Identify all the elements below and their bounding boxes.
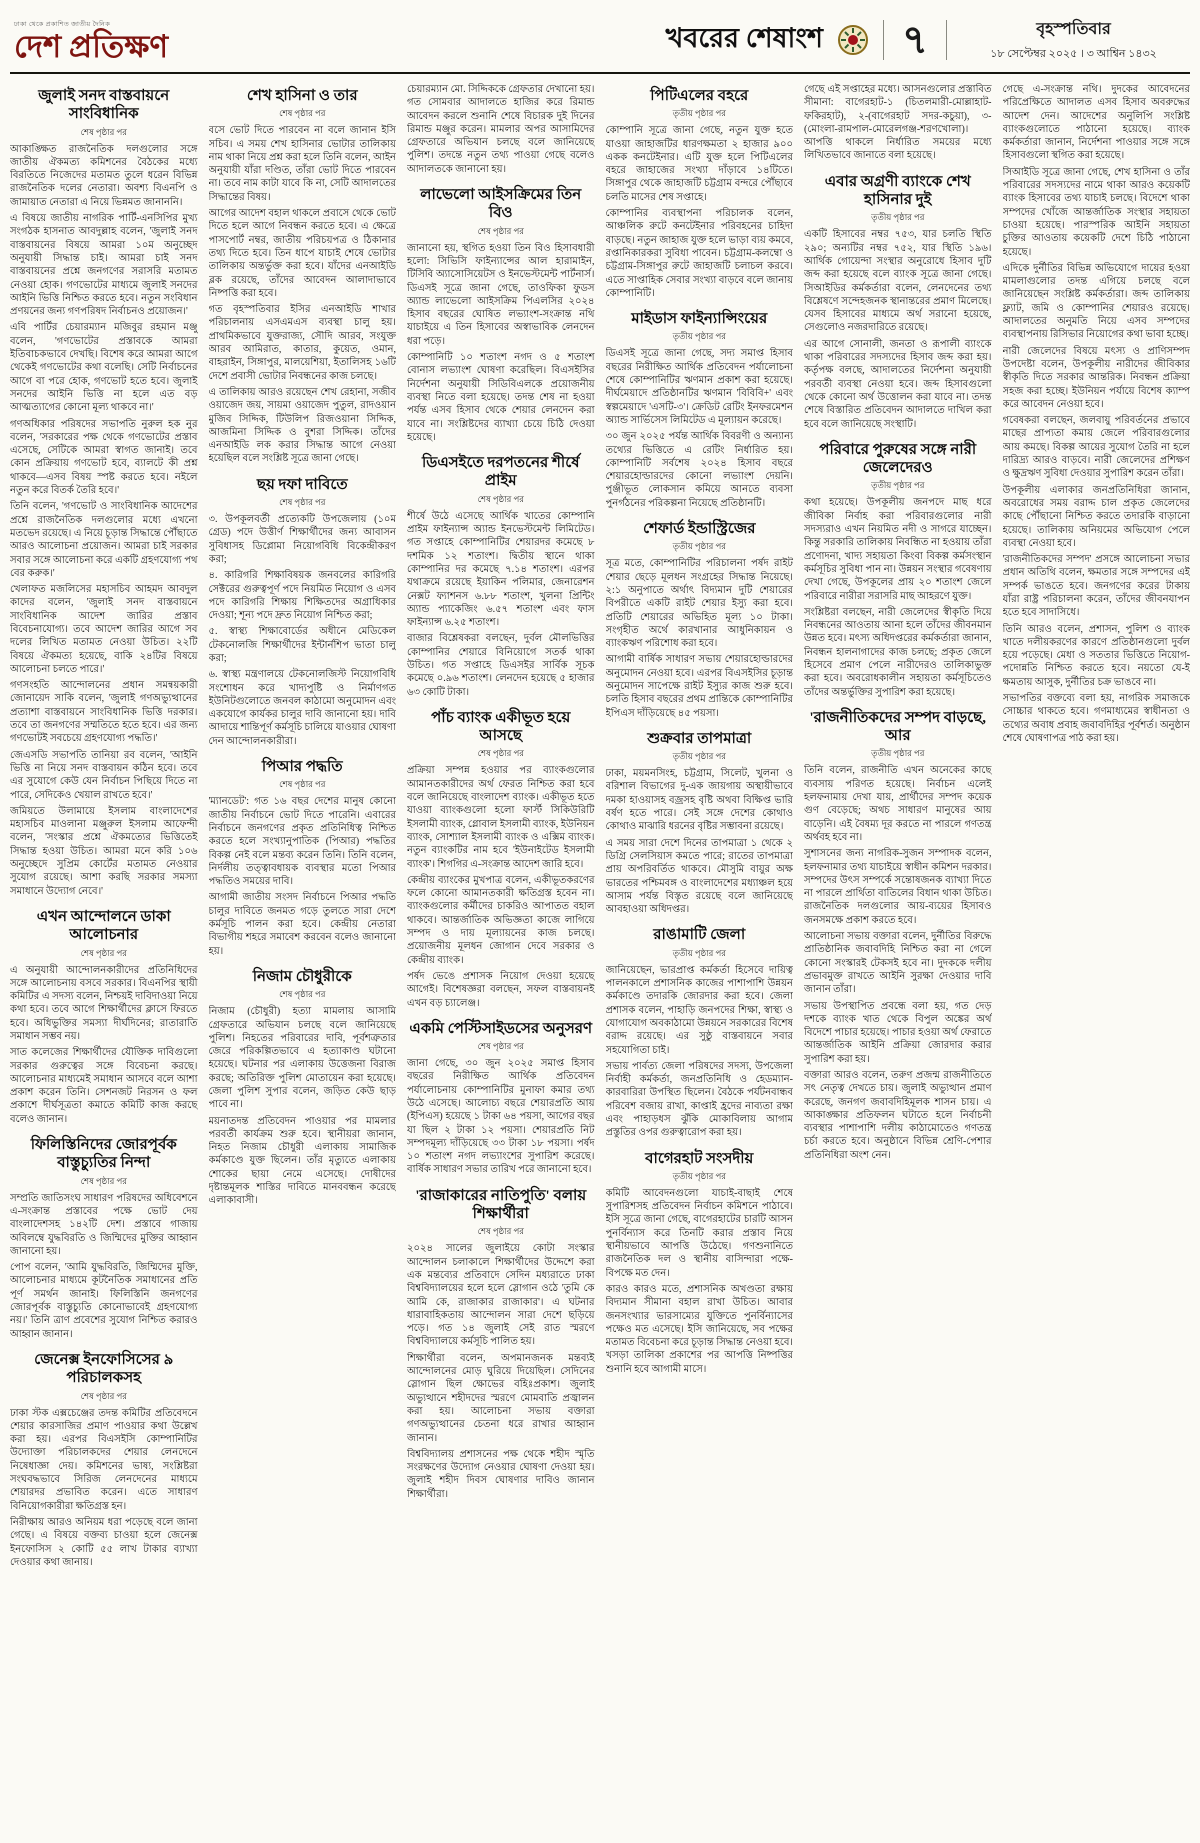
continued-from-label: শেষ পৃষ্ঠার পর [80, 126, 127, 137]
column-6 [1003, 83, 1191, 1830]
article-paragraph: এ অনুযায়ী আন্দোলনকারীদের প্রতিনিধিদের সঙ্গে আলোচনায় বসবে সরকার। বিএনপির স্থায়ী কমিটির এ সদস্য বলেন, নিশ্চয়ই দাবিদাওয়া নিয়ে কথা হবে। তবে আগে শিক্ষার্থীদের ক্লাসে ফিরতে হবে। অধিভুক্তির সমস্যা দীর্ঘদিনের; রাতারাতি সমাধান সম্ভব নয়। [10, 964, 198, 1042]
article-paragraph: গেছে এ-সংক্রান্ত নথি। দুদকের আবেদনের পরিপ্রেক্ষিতে আদালত এসব হিসাব অবরুদ্ধের আদেশ দেন। আদেশের অনুলিপি সংশ্লিষ্ট ব্যাংকগুলোতে পাঠানো হয়েছে। ব্যাংক কর্মকর্তারা জানান, নির্দেশনা পাওয়ার সঙ্গে সঙ্গে হিসাবগুলো স্থগিত করা হয়েছে। [1002, 84, 1190, 162]
continued-from-label: শেষ পৃষ্ঠার পর [80, 1175, 127, 1186]
article [407, 454, 595, 699]
masthead-tagline: ঢাকা থেকে প্রকাশিত জাতীয় দৈনিক [14, 21, 111, 29]
article-headline: পিটিএলের বহরে [650, 88, 749, 104]
article [10, 908, 198, 1126]
article-paragraph: পর্ষদ ভেঙে প্রশাসক নিয়োগ দেওয়া হয়েছে আগেই। বিশেষজ্ঞরা বলছেন, সফল বাস্তবায়নই এখন বড় চ্যালেঞ্জ। [407, 970, 595, 1009]
masthead [10, 16, 1190, 74]
article-headline: এখন আন্দোলনে ডাকা আলোচনার [36, 908, 171, 944]
date-block [961, 16, 1186, 64]
article-paragraph: তিনি আরও বলেন, প্রশাসন, পুলিশ ও ব্যাংক খাতে দলীয়করণের কারণে প্রতিষ্ঠানগুলো দুর্বল হয়ে পড়েছে। মেধা ও সততার ভিত্তিতে নিয়োগ-পদোন্নতি নিশ্চিত করতে হবে। নয়তো যে-ই ক্ষমতায় আসুক, দুর্নীতির চক্র ভাঙবে না। [1002, 623, 1190, 688]
article-paragraph: এ বিষয়ে জাতীয় নাগরিক পার্টি-এনসিপির মুখ্য সংগঠক হাসনাত আবদুল্লাহ বলেন, 'জুলাই সনদ বাস্তবায়নের বিষয়ে আমরা ১০ম অনুচ্ছেদ অনুযায়ী সিদ্ধান্ত চাই। আমরা চাই সনদ বাস্তবায়নের প্রশ্নে জনগণের সরাসরি মতামত নেওয়া হোক। গণভোটের মাধ্যমে জুলাই সনদের আইনি ভিত্তি নিশ্চিত করতে হবে। নতুন সংবিধান প্রণয়নের জন্য গণপরিষদ নির্বাচনও প্রয়োজন।' [10, 213, 198, 318]
column-1 [10, 83, 198, 1830]
article-paragraph: কেন্দ্রীয় ব্যাংকের মুখপাত্র বলেন, একীভূতকরণের ফলে কোনো আমানতকারী ক্ষতিগ্রস্ত হবেন না। ব্যাংকগুলোর কর্মীদের চাকরিও আপাতত বহাল থাকবে। আন্তর্জাতিক অভিজ্ঞতা কাজে লাগিয়ে সম্পদ ও দায় মূল্যায়নের কাজ চলছে। প্রয়োজনীয় মূলধন জোগান দেবে সরকার ও কেন্দ্রীয় ব্যাংক। [407, 874, 595, 966]
column-4 [606, 83, 794, 1830]
article [606, 1150, 794, 1376]
article [407, 1187, 595, 1501]
article-continuation [804, 83, 992, 163]
article-headline: নিজাম চৌধুরীকে [252, 968, 352, 985]
article-paragraph: গেছে এই সপ্তাহের মধ্যে। আসনগুলোর প্রস্তাবিত সীমানা: বাগেরহাট-১ (চিতলমারী-মোল্লাহাট-ফকিরহাট), ২-(বাগেরহাট সদর-কচুয়া), ৩-(মোংলা-রামপাল-মোরেলগঞ্জ-শরণখোলা)। আপত্তি থাকলে নির্ধারিত সময়ের মধ্যে লিখিতভাবে জানাতে বলা হয়েছে। [804, 84, 992, 162]
article-headline: ফিলিস্তিনিদের জোরপূর্বক বাস্তুচ্যুতির নিন্দা [30, 1137, 177, 1172]
paper-emblem-icon [837, 24, 869, 56]
article-headline: এবার অগ্রণী ব্যাংকে শেখ হাসিনার দুই [824, 173, 971, 209]
article-paragraph: ৬. স্বাস্থ্য মন্ত্রণালয়ে টেকনোলজিস্ট নিয়োগবিধি সংশোধন করে খাদ্যপুষ্টি ও নির্মাণগত ইউনিটগুলোতে জনবল কাঠামো অনুমোদন এবং একযোগে কার্যকর চালুর দাবি জানানো হয়। দাবি আদায়ে শান্তিপূর্ণ কর্মসূচি চালিয়ে যাওয়ার ঘোষণা দেন আন্দোলনকারীরা। [208, 669, 396, 747]
article-paragraph: সাত কলেজের শিক্ষার্থীদের যৌক্তিক দাবিগুলো সরকার গুরুত্বের সঙ্গে বিবেচনা করছে। আলোচনার মাধ্যমেই সমাধান আসবে বলে আশা প্রকাশ করেন তিনি। সেশনজট নিরসন ও ফল প্রকাশে দীর্ঘসূত্রতা কমাতে কমিটি কাজ করছে বলেও জানান। [10, 1047, 198, 1125]
continued-from-label: শেষ পৃষ্ঠার পর [80, 947, 127, 958]
article-paragraph: তিনি বলেন, 'গণভোট ও সাংবিধানিক আদেশের প্রশ্নে রাজনৈতিক দলগুলোর মধ্যে এখনো মতভেদ রয়েছে। এ নিয়ে চূড়ান্ত সিদ্ধান্তে পৌঁছাতে আরও আলোচনা প্রয়োজন। আমরা চাই সরকার সবার সঙ্গে আলোচনা করে একটি গ্রহণযোগ্য পথ বের করুক।' [10, 501, 198, 579]
article [10, 1351, 198, 1569]
continued-from-label: শেষ পৃষ্ঠার পর [279, 497, 326, 508]
paper-name-text: দেশ প্রতিক্ষণ [14, 29, 169, 65]
article-paragraph: এ সময় সারা দেশে দিনের তাপমাত্রা ১ থেকে ২ ডিগ্রি সেলসিয়াস কমতে পারে; রাতের তাপমাত্রা প্রায় অপরিবর্তিত থাকবে। মৌসুমি বায়ুর অক্ষ ভারতের পশ্চিমবঙ্গ ও বাংলাদেশের মধ্যাঞ্চল হয়ে আসাম পর্যন্ত বিস্তৃত রয়েছে বলে জানিয়েছে আবহাওয়া অধিদপ্তর। [605, 837, 793, 916]
article [10, 1136, 198, 1341]
article-continuation [1003, 83, 1191, 745]
article [606, 520, 794, 720]
continued-from-label: তৃতীয় পৃষ্ঠার পর [672, 947, 726, 958]
article-headline: 'রাজনীতিকদের সম্পদ বাড়ছে, আর [809, 709, 987, 745]
article-paragraph: বাজার বিশ্লেষকরা বলছেন, দুর্বল মৌলভিত্তির কোম্পানির শেয়ারে বিনিয়োগে সতর্ক থাকা উচিত। গত সপ্তাহে ডিএসইর সার্বিক সূচক কমেছে ০.৯৬ শতাংশ। লেনদেন হয়েছে ৫ হাজার ৬৩ কোটি টাকা। [407, 633, 595, 698]
article-continuation [407, 83, 595, 176]
article-paragraph: সূত্র মতে, কোম্পানিটির পরিচালনা পর্ষদ রাইট শেয়ার ছেড়ে মূলধন সংগ্রহের সিদ্ধান্ত নিয়েছে। ২:১ অনুপাতে অর্থাৎ বিদ্যমান দুটি শেয়ারের বিপরীতে একটি রাইট শেয়ার ইস্যু করা হবে। প্রতিটি শেয়ারের অভিহিত মূল্য ১০ টাকা। সংগৃহীত অর্থে কারখানার আধুনিকায়ন ও ব্যাংকঋণ পরিশোধ করা হবে। [605, 558, 793, 650]
article-paragraph: সভাপতির বক্তব্যে বলা হয়, নাগরিক সমাজকে সোচ্চার থাকতে হবে। গণমাধ্যমের স্বাধীনতা ও তথ্যের অবাধ প্রবাহ জবাবদিহির পূর্বশর্ত। অনুষ্ঠান শেষে ঘোষণাপত্র পাঠ করা হয়। [1002, 693, 1190, 744]
article-paragraph: কারও কারও মতে, প্রশাসনিক অখণ্ডতা রক্ষায় বিদ্যমান সীমানা বহাল রাখা উচিত। আবার জনসংখ্যার ভারসাম্যের যুক্তিতে পুনর্বিন্যাসের পক্ষেও মত এসেছে। ইসি জানিয়েছে, সব পক্ষের মতামত বিবেচনা করে চূড়ান্ত সিদ্ধান্ত নেওয়া হবে। খসড়া তালিকা প্রকাশের পর আপত্তি নিষ্পত্তির শুনানি হবে আগামী মাসে। [605, 1283, 793, 1375]
continued-from-label: শেষ পৃষ্ঠার পর [279, 779, 326, 790]
article-paragraph: জানিয়েছেন, ভারপ্রাপ্ত কর্মকর্তা হিসেবে দায়িত্ব পালনকালে প্রশাসনিক কাজের পাশাপাশি উন্নয়ন কর্মকাণ্ডে তদারকি জোরদার করা হবে। জেলা প্রশাসক বলেন, পাহাড়ি জনপদের শিক্ষা, স্বাস্থ্য ও যোগাযোগ অবকাঠামো উন্নয়নে সরকারের বিশেষ বরাদ্দ রয়েছে। এর সুষ্ঠু বাস্তবায়নে সবার সহযোগিতা চাই। [605, 964, 793, 1056]
article-paragraph: 'ম্যানডেট': গত ১৬ বছর দেশের মানুষ কোনো জাতীয় নির্বাচনে ভোট দিতে পারেনি। এবারের নির্বাচনে জনগণের প্রকৃত প্রতিনিধিত্ব নিশ্চিত করতে হলে সংখ্যানুপাতিক (পিআর) পদ্ধতির বিকল্প নেই বলে মন্তব্য করেন তিনি। তিনি বলেন, নির্দলীয় তত্ত্বাবধায়ক ব্যবস্থার মতো পিআর পদ্ধতিও সময়ের দাবি। [208, 796, 396, 888]
article [10, 87, 198, 898]
article-paragraph: জানানো হয়, স্থগিত হওয়া তিন বিও হিসাবধারী হলো: সিভিসি ফাইন্যান্সের আল হারামাইন, টিসিবি অ্যাসোসিয়েটস ও ইনভেস্টমেন্ট পার্টনার্স। ডিএসই সূত্রে জানা গেছে, তাওফিকা ফুডস অ্যান্ড লাভেলো আইসক্রিম পিএলসির ২০২৪ হিসাব বছরের ঘোষিত লভ্যাংশ-সংক্রান্ত নথি যাচাইয়ে এ তিন হিসাবের অস্বাভাবিক লেনদেন ধরা পড়ে। [407, 242, 595, 347]
article-paragraph: ৩. উপকূলবর্তী প্রত্যেকটি উপজেলায় (১০ম গ্রেড) পদে উত্তীর্ণ শিক্ষার্থীদের জন্য আবাসন সুবিধাসহ ডিপ্লোমা নিয়োগবিধি বিকেন্দ্রীকরণ করা; [208, 514, 396, 565]
article [407, 1020, 595, 1177]
article [209, 758, 397, 958]
article-headline: জেনেক্স ইনফোসিসের ৯ পরিচালকসহ [34, 1351, 174, 1387]
continued-from-label: শেষ পৃষ্ঠার পর [279, 989, 326, 1000]
continued-from-label: শেষ পৃষ্ঠার পর [477, 1226, 524, 1237]
article-paragraph: সংশ্লিষ্টরা বলছেন, নারী জেলেদের স্বীকৃতি দিয়ে নিবন্ধনের আওতায় আনা হলে তাঁদের জীবনমান উন্নত হবে। মৎস্য অধিদপ্তরের কর্মকর্তারা জানান, নিবন্ধন হালনাগাদের কাজ চলছে; প্রকৃত জেলে হিসেবে প্রমাণ পেলে নারীদেরও তালিকাভুক্ত করা হবে। অবরোধকালীন সহায়তা কর্মসূচিতেও তাঁদের অন্তর্ভুক্তির সুপারিশ করা হয়েছে। [804, 606, 992, 698]
article-paragraph: এবি পার্টির চেয়ারম্যান মজিবুর রহমান মঞ্জু বলেন, 'গণভোটের প্রস্তাবকে আমরা ইতিবাচকভাবে দেখছি। বিশেষ করে আমরা আগে থেকেই গণভোটের কথা বলেছি। সেটি নির্বাচনের আগে বা পরে হোক, গণভোট হতে হবে। জুলাই সনদের আইনি ভিত্তি না হলে এত বড় আত্মত্যাগের কোনো মূল্য থাকবে না।' [10, 322, 198, 414]
article-paragraph: সুশাসনের জন্য নাগরিক-সুজন সম্পাদক বলেন, হলফনামার তথ্য যাচাইয়ে স্বাধীন কমিশন দরকার। সম্পদের উৎস সম্পর্কে সন্তোষজনক ব্যাখ্যা দিতে না পারলে প্রার্থিতা বাতিলের বিধান থাকা উচিত। রাজনৈতিক দলগুলোর আয়-ব্যয়ের হিসাবও জনসমক্ষে প্রকাশ করতে হবে। [804, 848, 992, 926]
article-paragraph: সভায় পার্বত্য জেলা পরিষদের সদস্য, উপজেলা নির্বাহী কর্মকর্তা, জনপ্রতিনিধি ও হেডম্যান-কারবারিরা উপস্থিত ছিলেন। বৈঠকে পর্যটনবান্ধব পরিবেশ বজায় রাখা, কাপ্তাই হ্রদের নাব্যতা রক্ষা এবং পাহাড়ধস ঝুঁকি মোকাবিলায় আগাম প্রস্তুতির ওপর গুরুত্বারোপ করা হয়। [605, 1060, 793, 1139]
article-paragraph: ঢাকা স্টক এক্সচেঞ্জের তদন্ত কমিটির প্রতিবেদনে শেয়ার কারসাজির প্রমাণ পাওয়ার কথা উল্লেখ করা হয়। এরপর বিএসইসি কোম্পানিটির উদ্যোক্তা পরিচালকদের শেয়ার লেনদেনে নিষেধাজ্ঞা দেয়। কমিশনের ভাষ্য, সংশ্লিষ্টরা সংঘবদ্ধভাবে সিরিজ লেনদেনের মাধ্যমে শেয়ারদর প্রভাবিত করেন। এতে সাধারণ বিনিয়োগকারীরা ক্ষতিগ্রস্ত হন। [10, 1407, 198, 1512]
article-paragraph: এদিকে দুর্নীতির বিভিন্ন অভিযোগে দায়ের হওয়া মামলাগুলোর তদন্ত এগিয়ে চলছে বলে জানিয়েছেন সংশ্লিষ্ট কর্মকর্তারা। জব্দ তালিকায় ফ্ল্যাট, জমি ও কোম্পানির শেয়ারও রয়েছে। আদালতের অনুমতি নিয়ে এসব সম্পদের ব্যবস্থাপনায় রিসিভার নিয়োগের কথা ভাবা হচ্ছে। [1002, 262, 1190, 341]
article-paragraph: নিজাম (চৌধুরী) হত্যা মামলায় আসামি গ্রেফতারে অভিযান চলছে বলে জানিয়েছে পুলিশ। নিহতের পরিবারের দাবি, পূর্বশত্রুতার জেরে পরিকল্পিতভাবে এ হত্যাকাণ্ড ঘটানো হয়েছে। ঘটনার পর এলাকায় উত্তেজনা বিরাজ করছে; অতিরিক্ত পুলিশ মোতায়েন করা হয়েছে। জেলা পুলিশ সুপার বলেন, জড়িত কেউ ছাড় পাবে না। [208, 1006, 396, 1111]
article-paragraph: কথা হয়েছে। উপকূলীয় জনপদে মাছ ধরে জীবিকা নির্বাহ করা পরিবারগুলোর নারী সদস্যরাও এখন নিয়মিত নদী ও সাগরে যাচ্ছেন। কিন্তু সরকারি তালিকায় নিবন্ধিত না হওয়ায় তাঁরা প্রণোদনা, খাদ্য সহায়তা কিংবা বিকল্প কর্মসংস্থান কর্মসূচির সুবিধা পান না। উন্নয়ন সংস্থার গবেষণায় দেখা গেছে, উপকূলের প্রায় ২০ শতাংশ জেলে পরিবারে নারীরা সরাসরি মাছ আহরণে যুক্ত। [804, 497, 992, 602]
article-paragraph: ৫. স্বাস্থ্য শিক্ষাবোর্ডের অধীনে মেডিকেল টেকনোলজি শিক্ষার্থীদের ইন্টার্নশিপ ভাতা চালু করা; [208, 626, 396, 664]
article-headline: শেফার্ড ইন্ডাস্ট্রিজের [642, 521, 756, 538]
article-paragraph: শীর্ষে উঠে এসেছে আর্থিক খাতের কোম্পানি প্রাইম ফাইন্যান্স অ্যান্ড ইনভেস্টমেন্ট লিমিটেড। গত সপ্তাহে কোম্পানিটির শেয়ারদর কমেছে ৮ দশমিক ১২ শতাংশ। দ্বিতীয় স্থানে থাকা কোম্পানির দর কমেছে ৭.১৪ শতাংশ। এরপর যথাক্রমে রয়েছে ইয়াকিন পলিমার, জেনারেশন নেক্সট ফ্যাশনস ৬.৮৮ শতাংশ, খুলনা প্রিন্টিং অ্যান্ড প্যাকেজিং ৬.৫৭ শতাংশ এবং ফাস ফাইন্যান্স ৬.২৫ শতাংশ। [407, 510, 595, 629]
continued-from-label: তৃতীয় পৃষ্ঠার পর [871, 212, 925, 223]
article-paragraph: বসে ভোট দিতে পারবেন না বলে জানান ইসি সচিব। এ সময় শেখ হাসিনার ভোটার তালিকায় নাম থাকা নিয়ে প্রশ্ন করা হলে তিনি বলেন, আইন অনুযায়ী যাঁরা দণ্ডিত, তাঁরা ভোট দিতে পারবেন না। তবে নাম কাটা যাবে কি না, সেটি আদালতের সিদ্ধান্তের বিষয়। [208, 125, 396, 203]
page-number: ৭ [883, 20, 947, 60]
continued-from-label: শেষ পৃষ্ঠার পর [477, 1041, 524, 1052]
continued-from-label: শেষ পৃষ্ঠার পর [477, 748, 524, 759]
article [606, 926, 794, 1139]
continued-from-label: শেষ পৃষ্ঠার পর [477, 493, 524, 504]
article-headline: মাইডাস ফাইন্যান্সিংয়ের [631, 311, 768, 328]
article-paragraph: তিনি বলেন, রাজনীতি এখন অনেকের কাছে ব্যবসায় পরিণত হয়েছে। নির্বাচন এলেই হলফনামায় দেখা যায়, প্রার্থীদের সম্পদ কয়েক গুণ বেড়েছে; অথচ সাধারণ মানুষের আয় বাড়েনি। এই বৈষম্য দূর করতে না পারলে গণতন্ত্র অর্থবহ হবে না। [804, 765, 992, 843]
article-headline: রাঙামাটি জেলা [653, 927, 746, 944]
article-paragraph: একটি হিসাবের নম্বর ৭৫৩, যার চলতি স্থিতি ২৯০; অন্যটির নম্বর ৭৫২, যার স্থিতি ১৯৬। আর্থিক গোয়েন্দা সংস্থার অনুরোধে হিসাব দুটি জব্দ করা হয়েছে বলে ব্যাংক সূত্রে জানা গেছে। সিআইডির কর্মকর্তারা বলেন, লেনদেনের তথ্য বিশ্লেষণে সন্দেহজনক স্থানান্তরের প্রমাণ মিলেছে। যেসব হিসাবের মাধ্যমে অর্থ সরানো হয়েছে, সেগুলোও নজরদারিতে রয়েছে। [804, 229, 992, 334]
article-paragraph: গণঅধিকার পরিষদের সভাপতি নুরুল হক নুর বলেন, 'সরকারের পক্ষ থেকে গণভোটের প্রস্তাব এসেছে, সেটিকে আমরা স্বাগত জানাই। তবে কোন প্রক্রিয়ায় গণভোট হবে, ব্যালটে কী প্রশ্ন থাকবে—এসব বিষয় স্পষ্ট করতে হবে। নইলে নতুন করে বিতর্ক তৈরি হবে।' [10, 418, 198, 497]
article-headline: 'রাজাকারের নাতিপুতি' বলায় শিক্ষার্থীরা [415, 1187, 587, 1223]
article-paragraph: সভায় উপস্থাপিত প্রবন্ধে বলা হয়, গত দেড় দশকে ব্যাংক খাত থেকে বিপুল অঙ্কের অর্থ বিদেশে পাচার হয়েছে। পাচার হওয়া অর্থ ফেরাতে আন্তর্জাতিক আইনি প্রক্রিয়া জোরদার করার সুপারিশ করা হয়। [804, 1000, 992, 1065]
continued-from-label: তৃতীয় পৃষ্ঠার পর [672, 541, 726, 552]
continued-from-label: তৃতীয় পৃষ্ঠার পর [871, 748, 925, 759]
article [606, 730, 794, 917]
article-paragraph: কোম্পানি সূত্রে জানা গেছে, নতুন যুক্ত হতে যাওয়া জাহাজটির ধারণক্ষমতা ২ হাজার ৯০০ একক কনটেইনার। এটি যুক্ত হলে পিটিএলের বহরে জাহাজের সংখ্যা দাঁড়াবে ১৪টিতে। সিঙ্গাপুর থেকে জাহাজটি চট্টগ্রাম বন্দরে পৌঁছাবে চলতি মাসের শেষ সপ্তাহে। [605, 125, 793, 203]
article-headline: পাঁচ ব্যাংক একীভূত হয়ে আসছে [431, 709, 571, 745]
article-paragraph: এ তালিকায় আরও রয়েছেন শেখ রেহানা, সজীব ওয়াজেদ জয়, সায়মা ওয়াজেদ পুতুল, রাদওয়ান মুজিব সিদ্দিক, টিউলিপ রিজওয়ানা সিদ্দিক, আজমিনা সিদ্দিক ও বুশরা সিদ্দিক। তাঁদের এনআইডি লক করার সিদ্ধান্ত আগে নেওয়া হয়েছিল বলে সংশ্লিষ্ট সূত্রে জানা গেছে। [208, 386, 396, 465]
article-paragraph: ২০২৪ সালের জুলাইয়ে কোটা সংস্কার আন্দোলন চলাকালে শিক্ষার্থীদের উদ্দেশে করা এক মন্তব্যের প্রতিবাদে সেদিন মধ্যরাতে ঢাকা বিশ্ববিদ্যালয়ের হলে হলে স্লোগান ওঠে 'তুমি কে আমি কে, রাজাকার রাজাকার'। এ ঘটনার ধারাবাহিকতায় আন্দোলন সারা দেশে ছড়িয়ে পড়ে। গত ১৪ জুলাই সেই রাত স্মরণে বিশ্ববিদ্যালয়ে কর্মসূচি পালিত হয়। [407, 1243, 595, 1348]
article-paragraph: ৪. কারিগরি শিক্ষাবিষয়ক জনবলের কারিগরি সেক্টরের গুরুত্বপূর্ণ পদে নিয়মিত নিয়োগ ও এসব পদে কারিগরি শিক্ষায় শিক্ষিতদের অগ্রাধিকার দেওয়া; শূন্য পদে দ্রুত নিয়োগ নিশ্চিত করা; [208, 570, 396, 622]
article-paragraph: আগামী জাতীয় সংসদ নির্বাচনে পিআর পদ্ধতি চালুর দাবিতে জনমত গড়ে তুলতে সারা দেশে কর্মসূচি পালন করা হবে। কেন্দ্রীয় নেতারা বিভাগীয় শহরে সমাবেশ করবেন বলেও জানানো হয়। [208, 892, 396, 957]
article-paragraph: বক্তারা আরও বলেন, তরুণ প্রজন্ম রাজনীতিতে সৎ নেতৃত্ব দেখতে চায়। জুলাই অভ্যুত্থান প্রমাণ করেছে, জনগণ জবাবদিহিমূলক শাসন চায়। এ আকাঙ্ক্ষার প্রতিফলন ঘটাতে হলে নির্বাচনী ব্যবস্থার পাশাপাশি দলীয় কাঠামোতেও গণতন্ত্র চর্চা করতে হবে। অনুষ্ঠানে বিভিন্ন শ্রেণি-পেশার প্রতিনিধিরা অংশ নেন। [804, 1070, 992, 1161]
columns [10, 74, 1190, 1830]
article-headline: শুক্রবার তাপমাত্রা [647, 730, 752, 747]
article-paragraph: উপকূলীয় এলাকার জনপ্রতিনিধিরা জানান, অবরোধের সময় বরাদ্দ চাল প্রকৃত জেলেদের কাছে পৌঁছানো নিশ্চিত করতে তদারকি বাড়ানো হয়েছে। তালিকায় অনিয়মের অভিযোগ পেলে ব্যবস্থা নেওয়া হবে। [1002, 484, 1190, 549]
article-paragraph: জেএসডি সভাপতি তানিয়া রব বলেন, 'আইনি ভিত্তি না নিয়ে সনদ বাস্তবায়ন কঠিন হবে। তবে এর সুযোগে কেউ যেন নির্বাচন পিছিয়ে দিতে না পারে, সেদিকেও খেয়াল রাখতে হবে।' [10, 749, 198, 801]
continued-from-label: তৃতীয় পৃষ্ঠার পর [672, 108, 726, 119]
article-paragraph: আলোচনা সভায় বক্তারা বলেন, দুর্নীতির বিরুদ্ধে প্রাতিষ্ঠানিক জবাবদিহি নিশ্চিত করা না গেলে কোনো সংস্কারই টেকসই হবে না। দুদককে দলীয় প্রভাবমুক্ত রাখতে আইনি সুরক্ষা দেওয়ার দাবি জানান তাঁরা। [804, 931, 992, 996]
article [209, 87, 397, 466]
article-paragraph: আগামী বার্ষিক সাধারণ সভায় শেয়ারহোল্ডারদের অনুমোদন নেওয়া হবে। এরপর বিএসইসির চূড়ান্ত অনুমোদন সাপেক্ষে রাইট ইস্যুর কাজ শুরু হবে। চলতি হিসাব বছরের প্রথম প্রান্তিকে কোম্পানিটির ইপিএস দাঁড়িয়েছে ৪৫ পয়সা। [605, 654, 793, 719]
article-headline: ছয় দফা দাবিতে [256, 476, 348, 493]
continued-from-label: শেষ পৃষ্ঠার পর [279, 108, 326, 119]
continued-from-label: তৃতীয় পৃষ্ঠার পর [672, 331, 726, 342]
article-paragraph: শিক্ষার্থীরা বলেন, অপমানজনক মন্তব্যই আন্দোলনের মোড় ঘুরিয়ে দিয়েছিল। সেদিনের স্লোগান ছিল ক্ষোভের বহিঃপ্রকাশ। জুলাই অভ্যুত্থানে শহীদদের স্মরণে মোমবাতি প্রজ্বালন করা হয়। আলোচনা সভায় বক্তারা গণঅভ্যুত্থানের চেতনা ধরে রাখার আহ্বান জানান। [407, 1352, 595, 1444]
article-headline: লাভেলো আইসক্রিমের তিন বিও [420, 187, 582, 222]
date-line: ১৮ সেপ্টেম্বর ২০২৫ । ৩ আশ্বিন ১৪৩২ [990, 48, 1157, 60]
article-headline: শেখ হাসিনা ও তার [246, 88, 358, 104]
article-paragraph: কোম্পানিটি ১০ শতাংশ নগদ ও ৫ শতাংশ বোনাস লভ্যাংশ ঘোষণা করেছিল। বিএসইসির নির্দেশনা অনুযায়ী সিডিবিএলকে প্রয়োজনীয় ব্যবস্থা নিতে বলা হয়েছে। তদন্ত শেষ না হওয়া পর্যন্ত এসব হিসাব থেকে শেয়ার লেনদেন করা যাবে না। সংশ্লিষ্টদের ব্যাখ্যা চেয়ে চিঠি দেওয়া হয়েছে। [407, 352, 595, 443]
continued-from-label: তৃতীয় পৃষ্ঠার পর [672, 751, 726, 762]
article-paragraph: কোম্পানির ব্যবস্থাপনা পরিচালক বলেন, আঞ্চলিক রুটে কনটেইনার পরিবহনের চাহিদা বাড়ছে। নতুন জাহাজ যুক্ত হলে ভাড়া ব্যয় কমবে, রপ্তানিকারকরা সুবিধা পাবেন। চট্টগ্রাম-কলম্বো ও চট্টগ্রাম-সিঙ্গাপুর রুটে জাহাজটি চলাচল করবে। এতে সাপ্তাহিক সেবার সংখ্যা বাড়বে বলে জানায় কোম্পানিটি। [605, 208, 793, 299]
article-paragraph: প্রক্রিয়া সম্পন্ন হওয়ার পর ব্যাংকগুলোর আমানতকারীদের অর্থ ফেরত নিশ্চিত করা হবে বলে জানিয়েছে বাংলাদেশ ব্যাংক। একীভূত হতে যাওয়া ব্যাংকগুলো হলো ফার্স্ট সিকিউরিটি ইসলামী ব্যাংক, গ্লোবাল ইসলামী ব্যাংক, ইউনিয়ন ব্যাংক, সোশ্যাল ইসলামী ব্যাংক ও এক্সিম ব্যাংক। নতুন ব্যাংকটির নাম হবে 'ইউনাইটেড ইসলামী ব্যাংক'। শিগগির এ-সংক্রান্ত আদেশ জারি হবে। [407, 765, 595, 870]
article-paragraph: সম্প্রতি জাতিসংঘ সাধারণ পরিষদের অধিবেশনে এ-সংক্রান্ত প্রস্তাবের পক্ষে ভোট দেয় বাংলাদেশসহ ১৪২টি দেশ। প্রস্তাবে গাজায় অবিলম্বে যুদ্ধবিরতি ও জিম্মিদের মুক্তির আহ্বান জানানো হয়। [10, 1192, 198, 1257]
article-paragraph: জমিয়তে উলামায়ে ইসলাম বাংলাদেশের মহাসচিব মাওলানা মঞ্জুরুল ইসলাম আফেন্দী বলেন, 'সংস্কার প্রশ্নে ঐকমত্যের ভিত্তিতেই সিদ্ধান্ত হওয়া উচিত। আমরা মনে করি ১০৬ অনুচ্ছেদে সুপ্রিম কোর্টের মতামত নেওয়ার সুযোগ রয়েছে। আশা করছি সরকার সমস্যা সমাধানে উদ্যোগ নেবে।' [10, 805, 198, 897]
continued-from-label: শেষ পৃষ্ঠার পর [477, 225, 524, 236]
section-title: খবরের শেষাংশ [665, 22, 823, 53]
article-paragraph: আকাঙ্ক্ষিত রাজনৈতিক দলগুলোর সঙ্গে জাতীয় ঐকমত্য কমিশনের বৈঠকের মধ্যে বিরতিতে নিজেদের মতামত তুলে ধরেন বিভিন্ন রাজনৈতিক দলের নেতারা। অবশ্য বিএনপি ও জামায়াত নেতারা এ নিয়ে ভিন্নমত জানাননি। [10, 143, 198, 208]
article-paragraph: কমিটি আবেদনগুলো যাচাই-বাছাই শেষে সুপারিশসহ প্রতিবেদন নির্বাচন কমিশনে পাঠাবে। ইসি সূত্রে জানা গেছে, বাগেরহাটের চারটি আসন পুনর্বিন্যাস করে তিনটি করার প্রস্তাব নিয়ে স্থানীয়ভাবে আপত্তি উঠেছে। গণশুনানিতে রাজনৈতিক দল ও স্থানীয় বাসিন্দারা পক্ষে-বিপক্ষে মত দেন। [605, 1187, 793, 1279]
continued-from-label: শেষ পৃষ্ঠার পর [80, 1390, 127, 1401]
article-headline: ডিএসইতে দরপতনের শীর্ষে প্রাইম [422, 455, 580, 490]
article-headline: পিআর পদ্ধতি [261, 759, 343, 776]
article-paragraph: ঢাকা, ময়মনসিংহ, চট্টগ্রাম, সিলেট, খুলনা ও বরিশাল বিভাগের দু-এক জায়গায় অস্থায়ীভাবে দমকা হাওয়াসহ বজ্রসহ বৃষ্টি অথবা বিক্ষিপ্ত ভারি বর্ষণ হতে পারে। সেই সঙ্গে দেশের কোথাও কোথাও মাঝারি ধরনের বৃষ্টির সম্ভাবনা রয়েছে। [605, 768, 793, 833]
article [407, 186, 595, 444]
article-paragraph: নারী জেলেদের বিষয়ে মৎস্য ও প্রাণিসম্পদ উপদেষ্টা বলেন, উপকূলীয় নারীদের জীবিকার স্বীকৃতি দিতে সরকার আন্তরিক। নিবন্ধন প্রক্রিয়া সহজ করা হচ্ছে। ইউনিয়ন পর্যায়ে বিশেষ ক্যাম্প করে আবেদন নেওয়া হবে। [1002, 345, 1190, 410]
article-paragraph: ময়নাতদন্ত প্রতিবেদন পাওয়ার পর মামলার পরবর্তী কার্যক্রম শুরু হবে। স্থানীয়রা জানান, নিহত নিজাম চৌধুরী এলাকায় সামাজিক কর্মকাণ্ডে যুক্ত ছিলেন। তাঁর মৃত্যুতে এলাকায় শোকের ছায়া নেমে এসেছে। দোষীদের দৃষ্টান্তমূলক শাস্তির দাবিতে মানববন্ধন করেছে এলাকাবাসী। [208, 1115, 396, 1207]
article-paragraph: গবেষকরা বলছেন, জলবায়ু পরিবর্তনের প্রভাবে মাছের প্রাপ্যতা কমায় জেলে পরিবারগুলোর আয় কমছে। বিকল্প আয়ের সুযোগ তৈরি না হলে দারিদ্র্য আরও বাড়বে। নারী জেলেদের প্রশিক্ষণ ও ক্ষুদ্রঋণ সুবিধা দেওয়ার সুপারিশ করেন তাঁরা। [1002, 415, 1190, 480]
article-headline: বাগেরহাট সংসদীয় [645, 1150, 754, 1167]
article [209, 476, 397, 748]
article-paragraph: ডিএসই সূত্রে জানা গেছে, সদ্য সমাপ্ত হিসাব বছরের নিরীক্ষিত আর্থিক প্রতিবেদন পর্যালোচনা শেষে কোম্পানিটির ঋণমান প্রকাশ করা হয়েছে। দীর্ঘমেয়াদে প্রতিষ্ঠানটির ঋণমান 'বিবিবি+' এবং স্বল্পমেয়াদে 'এসটি-৩'। ক্রেডিট রেটিং ইনফরমেশন অ্যান্ড সার্ভিসেস লিমিটেড এ মূল্যায়ন করেছে। [605, 348, 793, 426]
article-headline: একমি পেস্টিসাইডসের অনুসরণ [409, 1020, 593, 1037]
article [804, 173, 992, 431]
article [804, 709, 992, 1162]
column-5 [804, 83, 992, 1830]
article-paragraph: আগের আদেশ বহাল থাকলে প্রবাসে থেকে ভোট দিতে হলে আগে নিবন্ধন করতে হবে। এ ক্ষেত্রে পাসপোর্ট নম্বর, জাতীয় পরিচয়পত্র ও ঠিকানার তথ্য দিতে হবে। তিন ধাপে যাচাই শেষে ভোটার তালিকায় অন্তর্ভুক্ত করা হবে। যাঁদের এনআইডি ব্লক রয়েছে, তাঁদের আবেদন আলাদাভাবে নিষ্পত্তি করা হবে। [208, 208, 396, 299]
continued-from-label: তৃতীয় পৃষ্ঠার পর [672, 1170, 726, 1181]
article-headline: পরিবারে পুরুষের সঙ্গে নারী জেলেদেরও [819, 441, 977, 477]
column-2 [209, 83, 397, 1830]
article-paragraph: খেলাফত মজলিসের মহাসচিব আহমদ আবদুল কাদের বলেন, 'জুলাই সনদ বাস্তবায়নে সাংবিধানিক আদেশ জারির প্রস্তাব বিবেচনাযোগ্য। তবে আদেশ জারির আগে সব দলের লিখিত মতামত নেওয়া উচিত। ২২টি বিষয়ে ঐকমত্য হয়েছে, বাকি ২৪টির বিষয়ে আলোচনা চলতে পারে।' [10, 584, 198, 675]
article-paragraph: গণসংহতি আন্দোলনের প্রধান সমন্বয়কারী জোনায়েদ সাকি বলেন, 'জুলাই গণঅভ্যুত্থানের প্রত্যাশা বাস্তবায়নে সাংবিধানিক ভিত্তি দরকার। তবে তা জনগণের সম্মতিতে হতে হবে। এর জন্য গণভোটই সবচেয়ে গ্রহণযোগ্য পদ্ধতি।' [10, 680, 198, 745]
article [606, 87, 794, 300]
newspaper-logo [14, 19, 168, 64]
article-paragraph: ৩০ জুন ২০২৫ পর্যন্ত আর্থিক বিবরণী ও অন্যান্য তথ্যের ভিত্তিতে এ রেটিং নির্ধারিত হয়। কোম্পানিটি সর্বশেষ ২০২৪ হিসাব বছরে শেয়ারহোল্ডারদের কোনো লভ্যাংশ দেয়নি। পুঞ্জীভূত লোকসান কমিয়ে আনতে ব্যবসা পুনর্গঠনের পরিকল্পনা নিয়েছে প্রতিষ্ঠানটি। [605, 431, 793, 509]
article [606, 310, 794, 510]
article-headline: জুলাই সনদ বাস্তবায়নে সাংবিধানিক [38, 88, 170, 123]
article-paragraph: এর আগে সোনালী, জনতা ও রূপালী ব্যাংকে থাকা পরিবারের সদস্যদের হিসাব জব্দ করা হয়। কর্তৃপক্ষ বলছে, আদালতের নির্দেশনা অনুযায়ী পরবর্তী ব্যবস্থা নেওয়া হবে। জব্দ হিসাবগুলো থেকে কোনো অর্থ উত্তোলন করা যাবে না। তদন্ত শেষে বিস্তারিত প্রতিবেদন আদালতে দাখিল করা হবে বলে জানিয়েছে সংস্থাটি। [804, 338, 992, 430]
article-paragraph: বিশ্ববিদ্যালয় প্রশাসনের পক্ষ থেকে শহীদ স্মৃতি সংরক্ষণের উদ্যোগ নেওয়ার ঘোষণা দেওয়া হয়। জুলাই শহীদ দিবস ঘোষণার দাবিও জানান শিক্ষার্থীরা। [407, 1448, 595, 1500]
article [804, 441, 992, 699]
column-3 [407, 83, 595, 1830]
continued-from-label: তৃতীয় পৃষ্ঠার পর [871, 480, 925, 491]
article-paragraph: পোপ বলেন, 'আমি যুদ্ধবিরতি, জিম্মিদের মুক্তি, আলোচনার মাধ্যমে কূটনৈতিক সমাধানের প্রতি পূর্ণ সমর্থন জানাই। ফিলিস্তিনি জনগণের জোরপূর্বক বাস্তুচ্যুতি কোনোভাবেই গ্রহণযোগ্য নয়।' তিনি ত্রাণ প্রবেশের সুযোগ নিশ্চিত করারও আহ্বান জানান। [10, 1262, 198, 1340]
article-paragraph: নিরীক্ষায় আরও অনিয়ম ধরা পড়েছে বলে জানা গেছে। এ বিষয়ে বক্তব্য চাওয়া হলে জেনেক্স ইনফোসিস ২ কোটি ৫৫ লাখ টাকার ব্যাখ্যা দেওয়ার কথা জানায়। [10, 1516, 198, 1568]
masthead-right [666, 16, 1186, 64]
article-paragraph: গত বৃহস্পতিবার ইসির এনআইডি শাখার পরিচালনায় এসএমএস ব্যবস্থা চালু হয়। প্রাথমিকভাবে যুক্তরাজ্য, সৌদি আরব, সংযুক্ত আরব আমিরাত, কাতার, কুয়েত, ওমান, বাহরাইন, সিঙ্গাপুর, মালয়েশিয়া, ইতালিসহ ১৬টি দেশে প্রবাসী ভোটার নিবন্ধনের কাজ চলছে। [208, 304, 396, 382]
weekday-label: বৃহস্পতিবার [1036, 21, 1111, 38]
article [209, 968, 397, 1208]
article-paragraph: সিআইডি সূত্রে জানা গেছে, শেখ হাসিনা ও তাঁর পরিবারের সদস্যদের নামে থাকা আরও কয়েকটি ব্যাংক হিসাবের তথ্য যাচাই চলছে। বিদেশে থাকা সম্পদের খোঁজে আন্তর্জাতিক সংস্থার সহায়তা চাওয়া হয়েছে। পারস্পরিক আইনি সহায়তা চুক্তির আওতায় কয়েকটি দেশে চিঠি পাঠানো হয়েছে। [1002, 166, 1190, 258]
article-paragraph: 'রাজনীতিকদের সম্পদ' প্রসঙ্গে আলোচনা সভার প্রধান অতিথি বলেন, ক্ষমতার সঙ্গে সম্পদের এই সম্পর্ক ভাঙতে হবে। জনগণের করের টাকায় যাঁরা রাষ্ট্র পরিচালনা করেন, তাঁদের জীবনযাপন হতে হবে সাদাসিধে। [1002, 554, 1190, 619]
article-paragraph: জানা গেছে, ৩০ জুন ২০২৫ সমাপ্ত হিসাব বছরের নিরীক্ষিত আর্থিক প্রতিবেদন পর্যালোচনায় কোম্পানিটির মুনাফা কমার তথ্য উঠে এসেছে। আলোচ্য বছরে শেয়ারপ্রতি আয় (ইপিএস) হয়েছে ১ টাকা ৬৪ পয়সা, আগের বছর যা ছিল ২ টাকা ১২ পয়সা। শেয়ারপ্রতি নিট সম্পদমূল্য দাঁড়িয়েছে ৩৩ টাকা ১৮ পয়সা। পর্ষদ ১০ শতাংশ নগদ লভ্যাংশের সুপারিশ করেছে। বার্ষিক সাধারণ সভার তারিখ পরে জানানো হবে। [407, 1058, 595, 1176]
article-paragraph: চেয়ারম্যান মো. সিদ্দিককে গ্রেফতার দেখানো হয়। গত সোমবার আদালতে হাজির করে রিমান্ড আবেদন করলে শুনানি শেষে বিচারক দুই দিনের রিমান্ড মঞ্জুর করেন। মামলার অপর আসামিদের গ্রেফতারে অভিযান চলছে বলে জানিয়েছে পুলিশ। তদন্তে নতুন তথ্য পাওয়া গেছে বলেও আদালতকে জানানো হয়। [407, 84, 595, 175]
article [407, 709, 595, 1010]
